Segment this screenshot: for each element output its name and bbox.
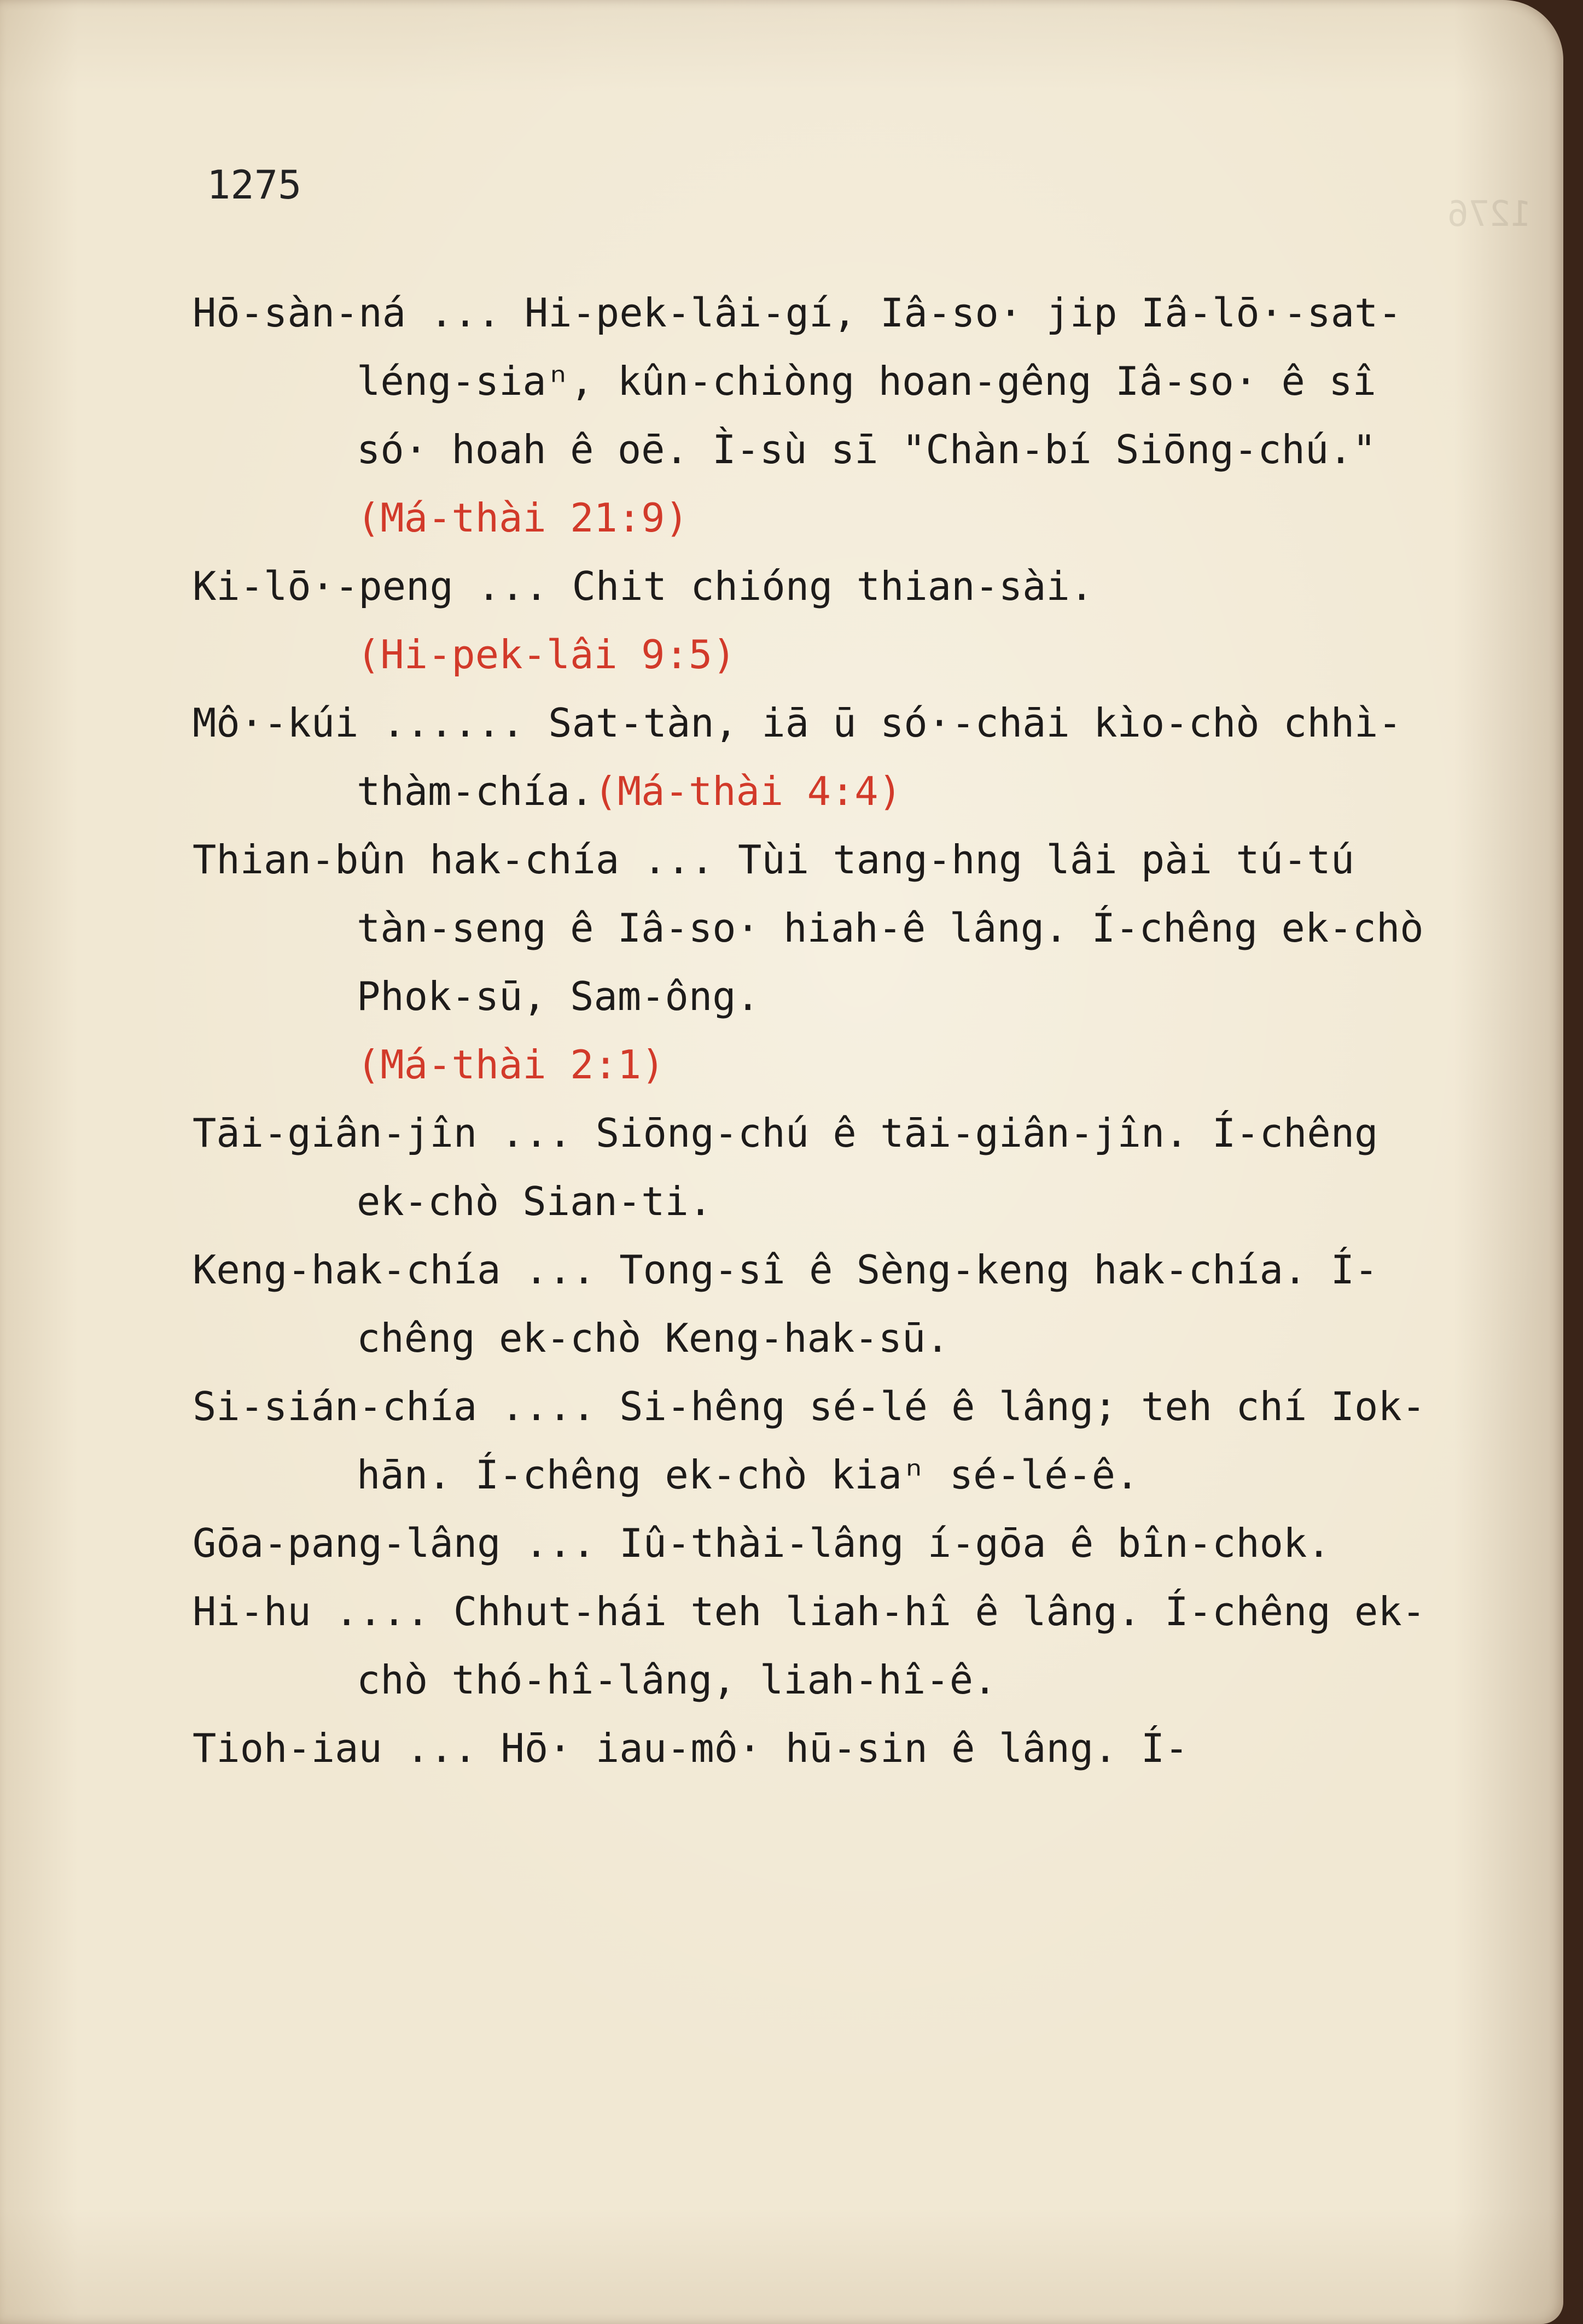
entry-term: Hi-hu: [193, 1589, 311, 1634]
entry-term: Keng-hak-chía: [193, 1247, 501, 1293]
glossary-entry: [193, 1578, 1451, 1714]
glossary-entry: [193, 1099, 1451, 1236]
entry-term: Si-sián-chía: [193, 1383, 478, 1429]
entry-separator: ...: [382, 1725, 501, 1771]
entry-definition: Sat-tàn, iā ū só·-chāi kìo-chò chhì-thàm-chía.: [357, 700, 1402, 814]
entry-separator: ...: [453, 563, 572, 609]
entry-separator: ....: [477, 1383, 620, 1429]
entry-term: Tāi-giân-jîn: [193, 1110, 478, 1156]
glossary-entry: [193, 1236, 1451, 1373]
entry-definition: Hō· iau-mô· hū-sin ê lâng. Í-: [500, 1725, 1189, 1771]
page-number: 1275: [207, 162, 302, 208]
entry-separator: ......: [358, 700, 549, 746]
entry-definition: Si-hêng sé-lé ê lâng; teh chí Iok-hān. Í-chêng ek-chò kiaⁿ sé-lé-ê.: [357, 1383, 1426, 1498]
entry-term: Gōa-pang-lâng: [193, 1520, 501, 1566]
bleed-through-text: 1276: [1447, 194, 1532, 235]
entry-definition: Iû-thài-lâng í-gōa ê bîn-chok.: [619, 1520, 1331, 1566]
entry-term: Tioh-iau: [193, 1725, 382, 1771]
glossary-entry: [193, 552, 1451, 689]
glossary-entry: [193, 689, 1451, 826]
entry-term: Thian-bûn hak-chía: [193, 837, 620, 883]
scripture-reference: (Má-thài 2:1): [357, 1042, 665, 1088]
glossary-entry: [193, 826, 1451, 1099]
entry-separator: ...: [477, 1110, 596, 1156]
scripture-reference: (Hi-pek-lâi 9:5): [357, 632, 736, 678]
entry-separator: ...: [500, 1520, 620, 1566]
entry-definition: Tùi tang-hng lâi pài tú-tú tàn-seng ê Iâ-so· hiah-ê lâng. Í-chêng ek-chò Phok-sū, Sam-ông.: [357, 837, 1424, 1019]
entry-definition: Tong-sî ê Sèng-keng hak-chía. Í-chêng ek-chò Keng-hak-sū.: [357, 1247, 1378, 1361]
entry-term: Mô·-kúi: [193, 700, 359, 746]
entry-separator: ....: [311, 1589, 453, 1634]
entry-definition: Hi-pek-lâi-gí, Iâ-so· jip Iâ-lō·-sat-léng-siaⁿ, kûn-chiòng hoan-gêng Iâ-so· ê sî só· hoah ê oē. Ì-sù sī "Chàn-bí Siōng-chú.": [357, 290, 1402, 472]
glossary-list: [193, 279, 1451, 1783]
entry-separator: ...: [406, 290, 525, 336]
entry-definition: Chhut-hái teh liah-hî ê lâng. Í-chêng ek-chò thó-hî-lâng, liah-hî-ê.: [357, 1589, 1426, 1703]
entry-term: Ki-lō·-peng: [193, 563, 453, 609]
scripture-reference: (Má-thài 21:9): [357, 495, 689, 541]
glossary-entry: [193, 1714, 1451, 1783]
scripture-reference: (Má-thài 4:4): [593, 768, 903, 814]
entry-definition: Chit chióng thian-sài.: [572, 563, 1094, 609]
glossary-entry: [193, 1509, 1451, 1578]
glossary-entry: [193, 1373, 1451, 1509]
entry-term: Hō-sàn-ná: [193, 290, 406, 336]
entry-separator: ...: [619, 837, 738, 883]
entry-separator: ...: [500, 1247, 620, 1293]
entry-definition: Siōng-chú ê tāi-giân-jîn. Í-chêng ek-chò Sian-ti.: [357, 1110, 1378, 1224]
glossary-entry: [193, 279, 1451, 552]
